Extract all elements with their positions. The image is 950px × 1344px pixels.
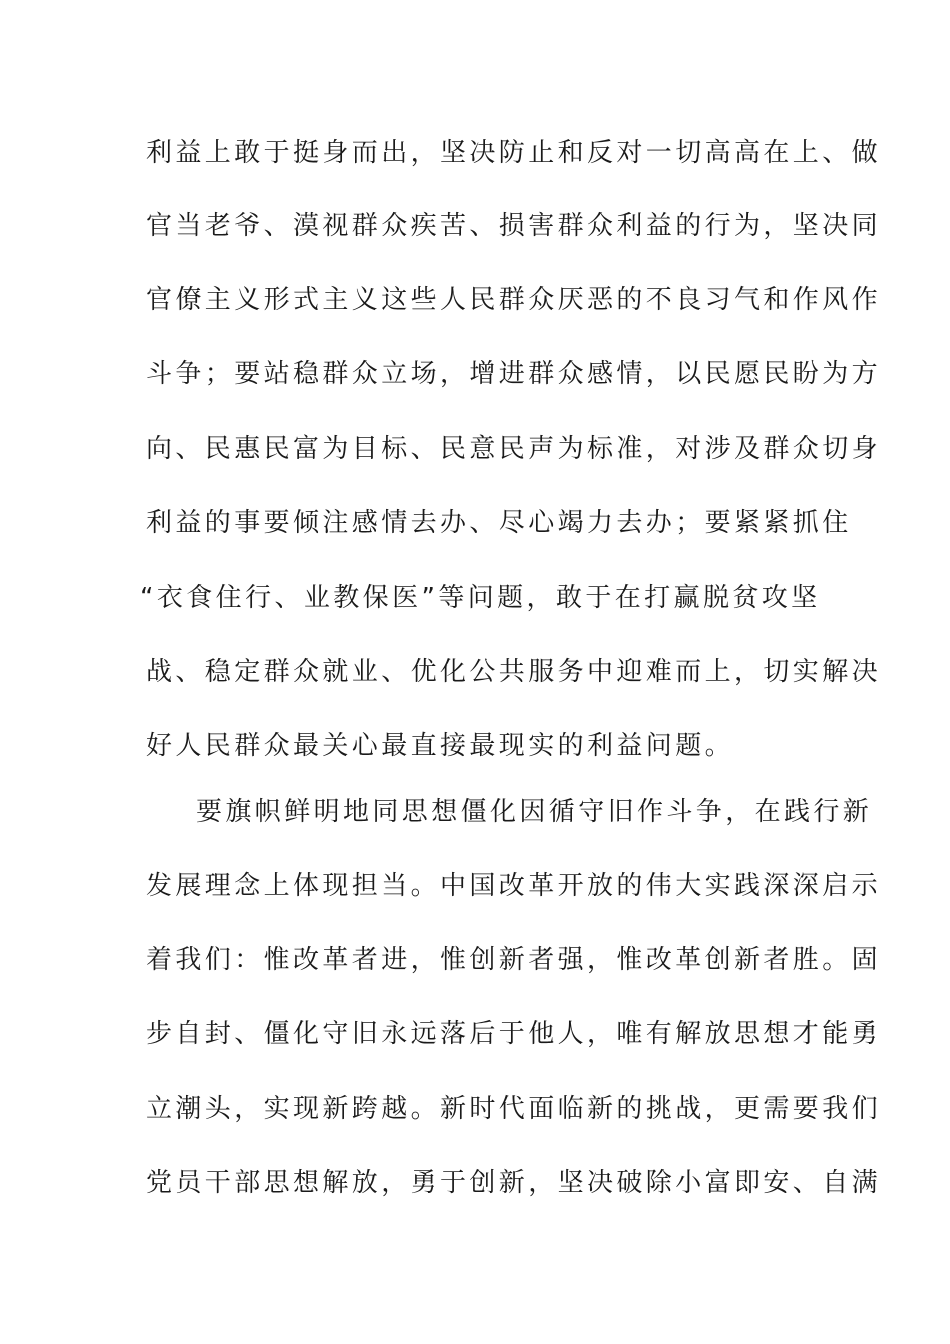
paragraph-line: “衣食住行、业教保医”等问题，敢于在打赢脱贫攻坚 [140, 583, 821, 613]
paragraph-line: 党员干部思想解放，勇于创新，坚决破除小富即安、自满 [146, 1168, 882, 1198]
paragraph-line: 战、稳定群众就业、优化公共服务中迎难而上，切实解决 [146, 657, 882, 687]
paragraph-line: 利益上敢于挺身而出，坚决防止和反对一切高高在上、做 [146, 138, 882, 168]
paragraph-first-line: 要旗帜鲜明地同思想僵化因循守旧作斗争，在践行新 [196, 797, 873, 827]
paragraph-line: 发展理念上体现担当。中国改革开放的伟大实践深深启示 [146, 871, 882, 901]
paragraph-line: 向、民惠民富为目标、民意民声为标准，对涉及群众切身 [146, 434, 882, 464]
paragraph-line: 斗争；要站稳群众立场，增进群众感情，以民愿民盼为方 [146, 359, 882, 389]
paragraph-line: 立潮头，实现新跨越。新时代面临新的挑战，更需要我们 [146, 1094, 882, 1124]
paragraph-line: 步自封、僵化守旧永远落后于他人，唯有解放思想才能勇 [146, 1019, 882, 1049]
paragraph-line: 利益的事要倾注感情去办、尽心竭力去办；要紧紧抓住 [146, 508, 852, 538]
paragraph-line: 着我们：惟改革者进，惟创新者强，惟改革创新者胜。固 [146, 945, 882, 975]
paragraph-line: 好人民群众最关心最直接最现实的利益问题。 [146, 731, 735, 761]
paragraph-line: 官当老爷、漠视群众疾苦、损害群众利益的行为，坚决同 [146, 211, 882, 241]
paragraph-line: 官僚主义形式主义这些人民群众厌恶的不良习气和作风作 [146, 285, 882, 315]
